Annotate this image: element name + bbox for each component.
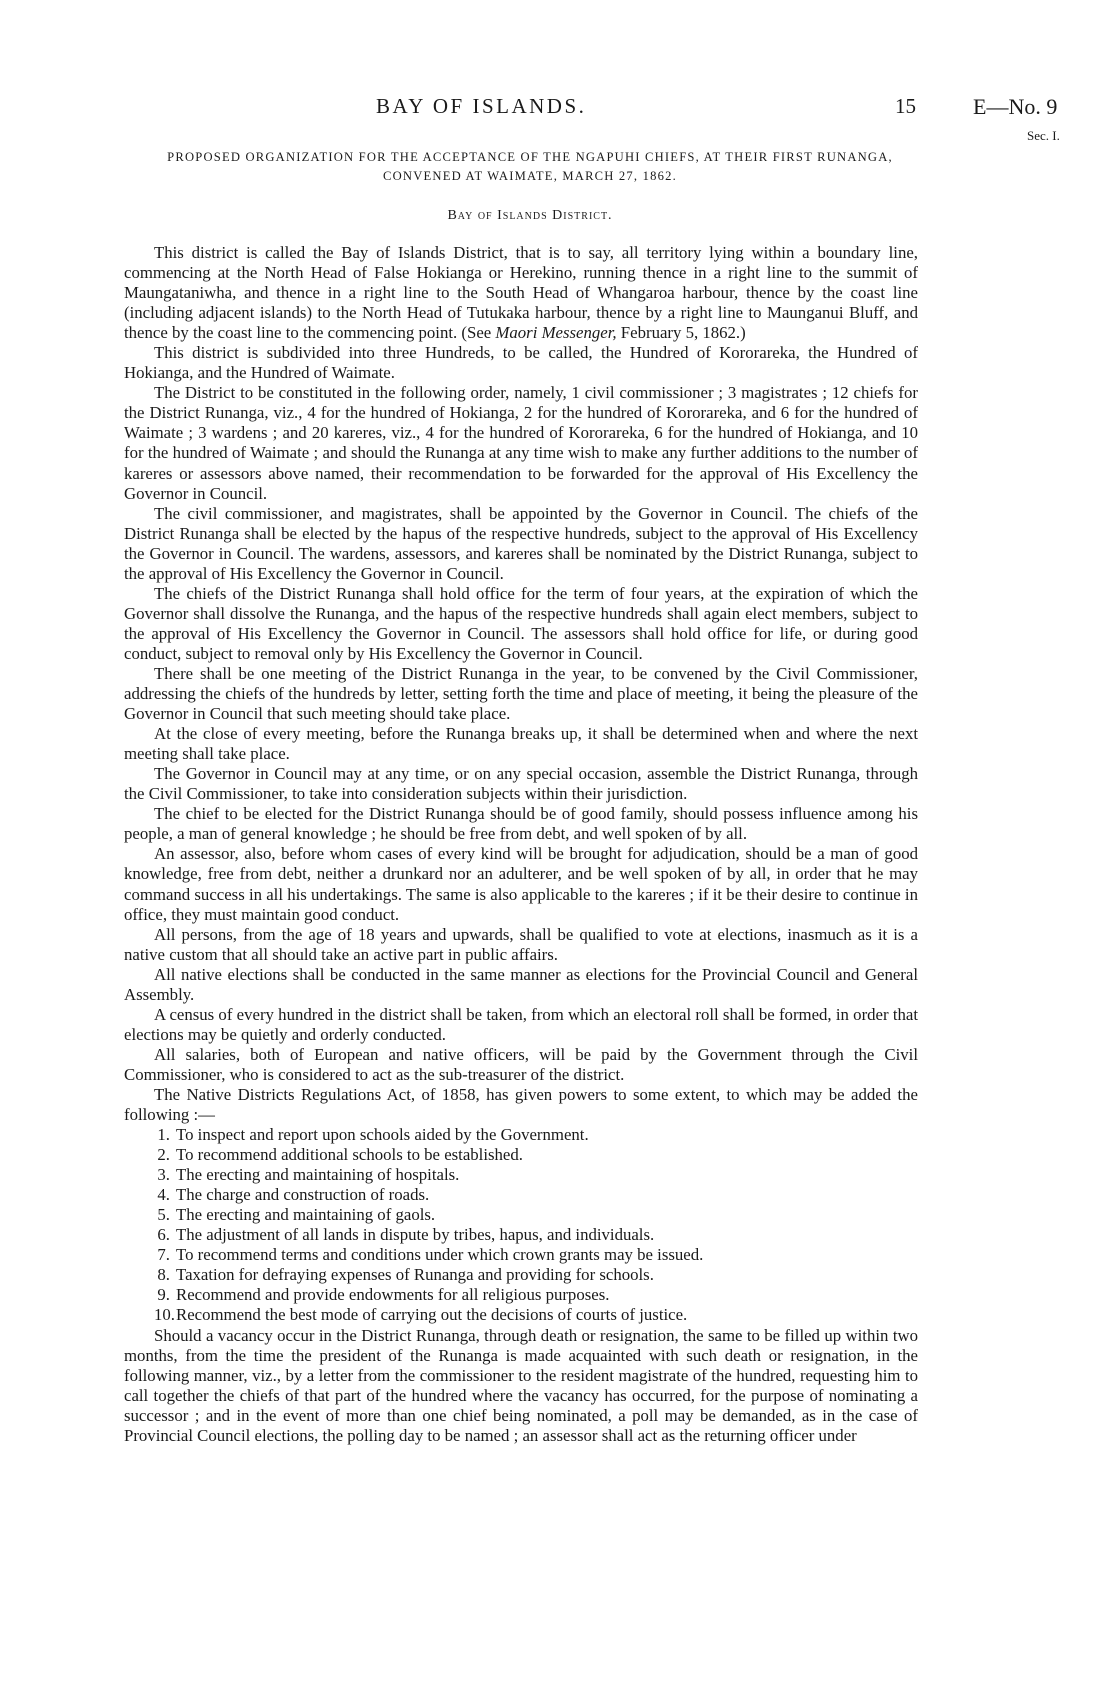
page-number: 15 [895, 94, 916, 118]
list-item: 1. To inspect and report upon schools aided by the Government. [157, 1125, 589, 1145]
list-item: 8. Taxation for defraying expenses of Runanga and providing for schools. [157, 1265, 654, 1285]
paragraph: The District to be constituted in the following order, namely, 1 civil commissioner ; 3 magistrates ; 12 chiefs for the District Runanga, viz., 4 for the hundred of Hokianga, 2 for the hundred of Kororareka, and 6 for the hundred of Waimate ; 3 wardens ; and 20 kareres, viz., 4 for the hundred of Kororareka, 6 for the hundred of Hokianga, and 10 for the hundred of Waimate ; and should the Runanga at any time wish to make any further additions to the number of kareres or assessors above named, their recommendation to be forwarded for the approval of His Excellency the Governor in Council. [124, 383, 918, 503]
paragraph: The Governor in Council may at any time, or on any special occasion, assemble the District Runanga, through the Civil Commissioner, to take into consideration subjects within their jurisdiction. [124, 764, 918, 804]
paragraph: All native elections shall be conducted in the same manner as elections for the Provincial Council and General Assembly. [124, 964, 918, 1004]
paragraph: The civil commissioner, and magistrates, shall be appointed by the Governor in Council. The chiefs of the District Runanga shall be elected by the hapus of the respective hundreds, subject to the approval of His Excellency the Governor in Council. The wardens, assessors, and kareres shall be nominated by the District Runanga, subject to the approval of His Excellency the Governor in Council. [124, 503, 918, 583]
paragraph: The Native Districts Regulations Act, of 1858, has given powers to some extent, to which may be added the following :— [124, 1084, 918, 1125]
publication-title: Maori Messenger, [495, 323, 617, 343]
paragraph: This district is subdivided into three Hundreds, to be called, the Hundred of Kororareka, the Hundred of Hokianga, and the Hundred of Waimate. [124, 343, 918, 383]
powers-list [124, 1125, 918, 1325]
list-item: 2. To recommend additional schools to be established. [157, 1145, 523, 1165]
section-label: Sec. I. [1027, 128, 1060, 143]
paragraph: This district is called the Bay of Islands District, that is to say, all territory lying within a boundary line, commencing at the North Head of False Hokianga or Herekino, running thence in a right line to the summit of Maungataniwha, and thence in a right line to the South Head of Whangaroa harbour, thence by the coast line (including adjacent islands) to the North Head of Tutukaka harbour, thence by a right line to Maunganui Bluff, and thence by the coast line to the commencing point. (See Maori Messenger, February 5, 1862.) [124, 243, 918, 343]
paragraph: Should a vacancy occur in the District Runanga, through death or resignation, the same to be filled up within two months, from the time the president of the Runanga is made acquainted with such death or resignation, in the following manner, viz., by a letter from the commissioner to the resident magistrate of the hundred, requesting him to call together the chiefs of that part of the hundred where the vacancy has occurred, for the purpose of nominating a successor ; and in the event of more than one chief being nominated, a poll may be demanded, as in the case of Provincial Council elections, the polling day to be named ; an assessor shall act as the returning officer under [124, 1325, 918, 1445]
district-subheading: Bay of Islands District. [447, 208, 613, 223]
paragraph: The chief to be elected for the District Runanga should be of good family, should possess influence among his people, a man of general knowledge ; he should be free from debt, and well spoken of by all. [124, 804, 918, 844]
list-item: 3. The erecting and maintaining of hospitals. [157, 1165, 460, 1185]
paragraph: All persons, from the age of 18 years and upwards, shall be qualified to vote at elections, inasmuch as it is a native custom that all should take an active part in public affairs. [124, 924, 918, 964]
document-code: E—No. 9 [973, 94, 1058, 119]
paragraph: There shall be one meeting of the District Runanga in the year, to be convened by the Civil Commissioner, addressing the chiefs of the hundreds by letter, setting forth the time and place of meeting, it being the pleasure of the Governor in Council that such meeting should take place. [124, 663, 918, 724]
list-item: 6. The adjustment of all lands in dispute by tribes, hapus, and individuals. [157, 1225, 655, 1245]
body-text [124, 243, 918, 1446]
list-item: 9. Recommend and provide endowments for all religious purposes. [157, 1285, 610, 1305]
running-header [0, 94, 1114, 143]
list-item: 10.Recommend the best mode of carrying out the decisions of courts of justice. [154, 1305, 688, 1325]
paragraph: An assessor, also, before whom cases of every kind will be brought for adjudication, should be a man of good knowledge, free from debt, neither a drunkard nor an adulterer, and be well spoken of by all, in order that he may command success in all his undertakings. The same is also applicable to the kareres ; if it be their desire to continue in office, they must maintain good conduct. [124, 844, 918, 924]
document-heading: PROPOSED ORGANIZATION FOR THE ACCEPTANCE OF THE NGAPUHI CHIEFS, AT THEIR FIRST RUNANGA, CONVENED AT WAIMATE, MARCH 27, 1862. [167, 150, 893, 183]
list-item: 7. To recommend terms and conditions under which crown grants may be issued. [157, 1245, 704, 1265]
paragraph: At the close of every meeting, before the Runanga breaks up, it shall be determined when and where the next meeting shall take place. [124, 724, 918, 764]
paragraph: The chiefs of the District Runanga shall hold office for the term of four years, at the expiration of which the Governor shall dissolve the Runanga, and the hapus of the respective hundreds shall again elect members, subject to the approval of His Excellency the Governor in Council. The assessors shall hold office for life, or during good conduct, subject to removal only by His Excellency the Governor in Council. [124, 583, 918, 663]
running-title: BAY OF ISLANDS. [376, 94, 587, 118]
paragraph: A census of every hundred in the district shall be taken, from which an electoral roll shall be formed, in order that elections may be quietly and orderly conducted. [124, 1004, 918, 1044]
list-item: 4. The charge and construction of roads. [157, 1185, 430, 1205]
list-item: 5. The erecting and maintaining of gaols. [157, 1205, 436, 1225]
paragraph: All salaries, both of European and native officers, will be paid by the Government through the Civil Commissioner, who is considered to act as the sub-treasurer of the district. [124, 1044, 918, 1084]
